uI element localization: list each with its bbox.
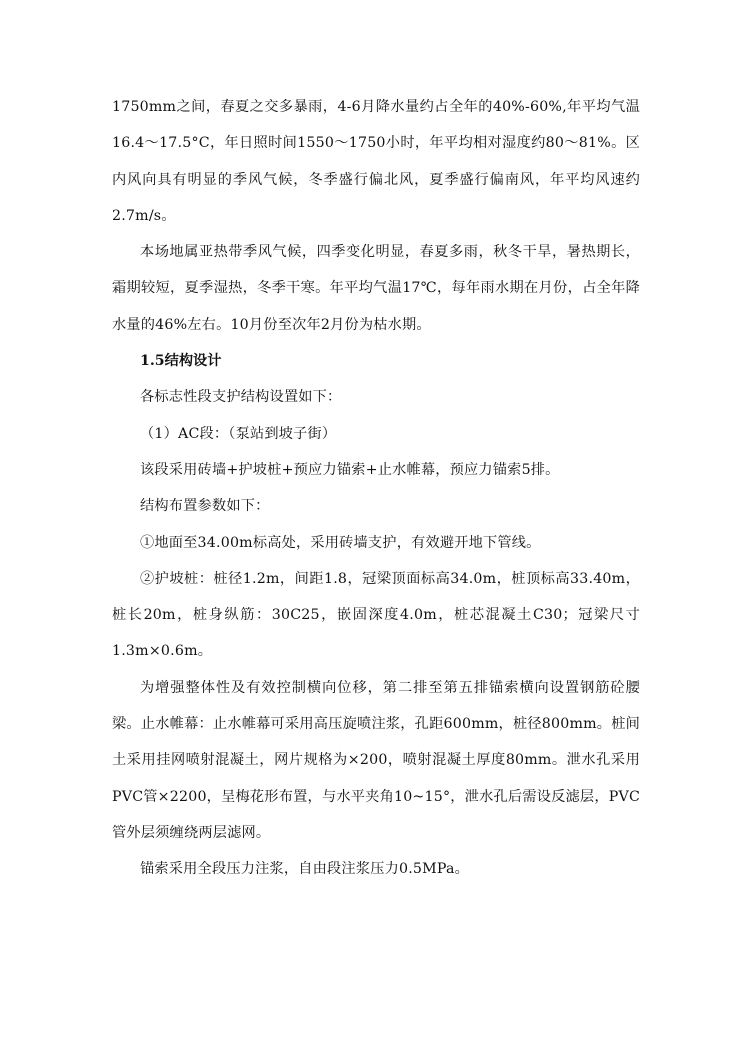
paragraph-site-climate: 本场地属亚热带季风气候，四季变化明显，春夏多雨，秋冬干旱，暑热期长，霜期较短，夏季湿热，冬季干寒。年平均气温17℃，每年雨水期在月份，占全年降水量的46%左右。10月份至次年2月份为枯水期。 bbox=[112, 244, 640, 333]
paragraph-ac-section: （1）AC段：（泵站到坡子街） bbox=[140, 425, 337, 442]
document-body bbox=[112, 89, 640, 888]
paragraph-support-overview: 各标志性段支护结构设置如下： bbox=[140, 389, 342, 406]
paragraph-layout-params: 结构布置参数如下： bbox=[140, 498, 270, 515]
list-item-brick-wall: ①地面至34.00m标高处，采用砖墙支护，有效避开地下管线。 bbox=[140, 534, 541, 551]
section-heading-structure-design: 1.5结构设计 bbox=[140, 353, 222, 370]
paragraph-waist-beam-curtain: 为增强整体性及有效控制横向位移，第二排至第五排锚索横向设置钢筋砼腰梁。止水帷幕：止水帷幕可采用高压旋喷注浆，孔距600mm，桩径800mm。桩间土采用挂网喷射混凝土，网片规格为×200，喷射混凝土厚度80mm。泄水孔采用PVC管×2200，呈梅花形布置，与水平夹角10~15°，泄水孔后需设反滤层，PVC管外层须缠绕两层滤网。 bbox=[112, 679, 640, 841]
paragraph-anchor-grouting: 锚索采用全段压力注浆，自由段注浆压力0.5MPa。 bbox=[140, 861, 470, 878]
paragraph-climate-continued: 1750mm之间，春夏之交多暴雨，4-6月降水量约占全年的40%-60%,年平均气温16.4～17.5°C，年日照时间1550～1750小时，年平均相对湿度约80～81%。区内风向具有明显的季风气候，冬季盛行偏北风，夏季盛行偏南风，年平均风速约2.7m/s。 bbox=[112, 99, 640, 224]
paragraph-ac-method: 该段采用砖墙+护坡桩+预应力锚索+止水帷幕，预应力锚索5排。 bbox=[140, 461, 560, 478]
list-item-slope-pile: ②护坡桩：桩径1.2m，间距1.8，冠梁顶面标高34.0m，桩顶标高33.40m，桩长20m，桩身纵筋：30C25，嵌固深度4.0m，桩芯混凝土C30；冠梁尺寸1.3m×0.6m。 bbox=[112, 570, 640, 660]
